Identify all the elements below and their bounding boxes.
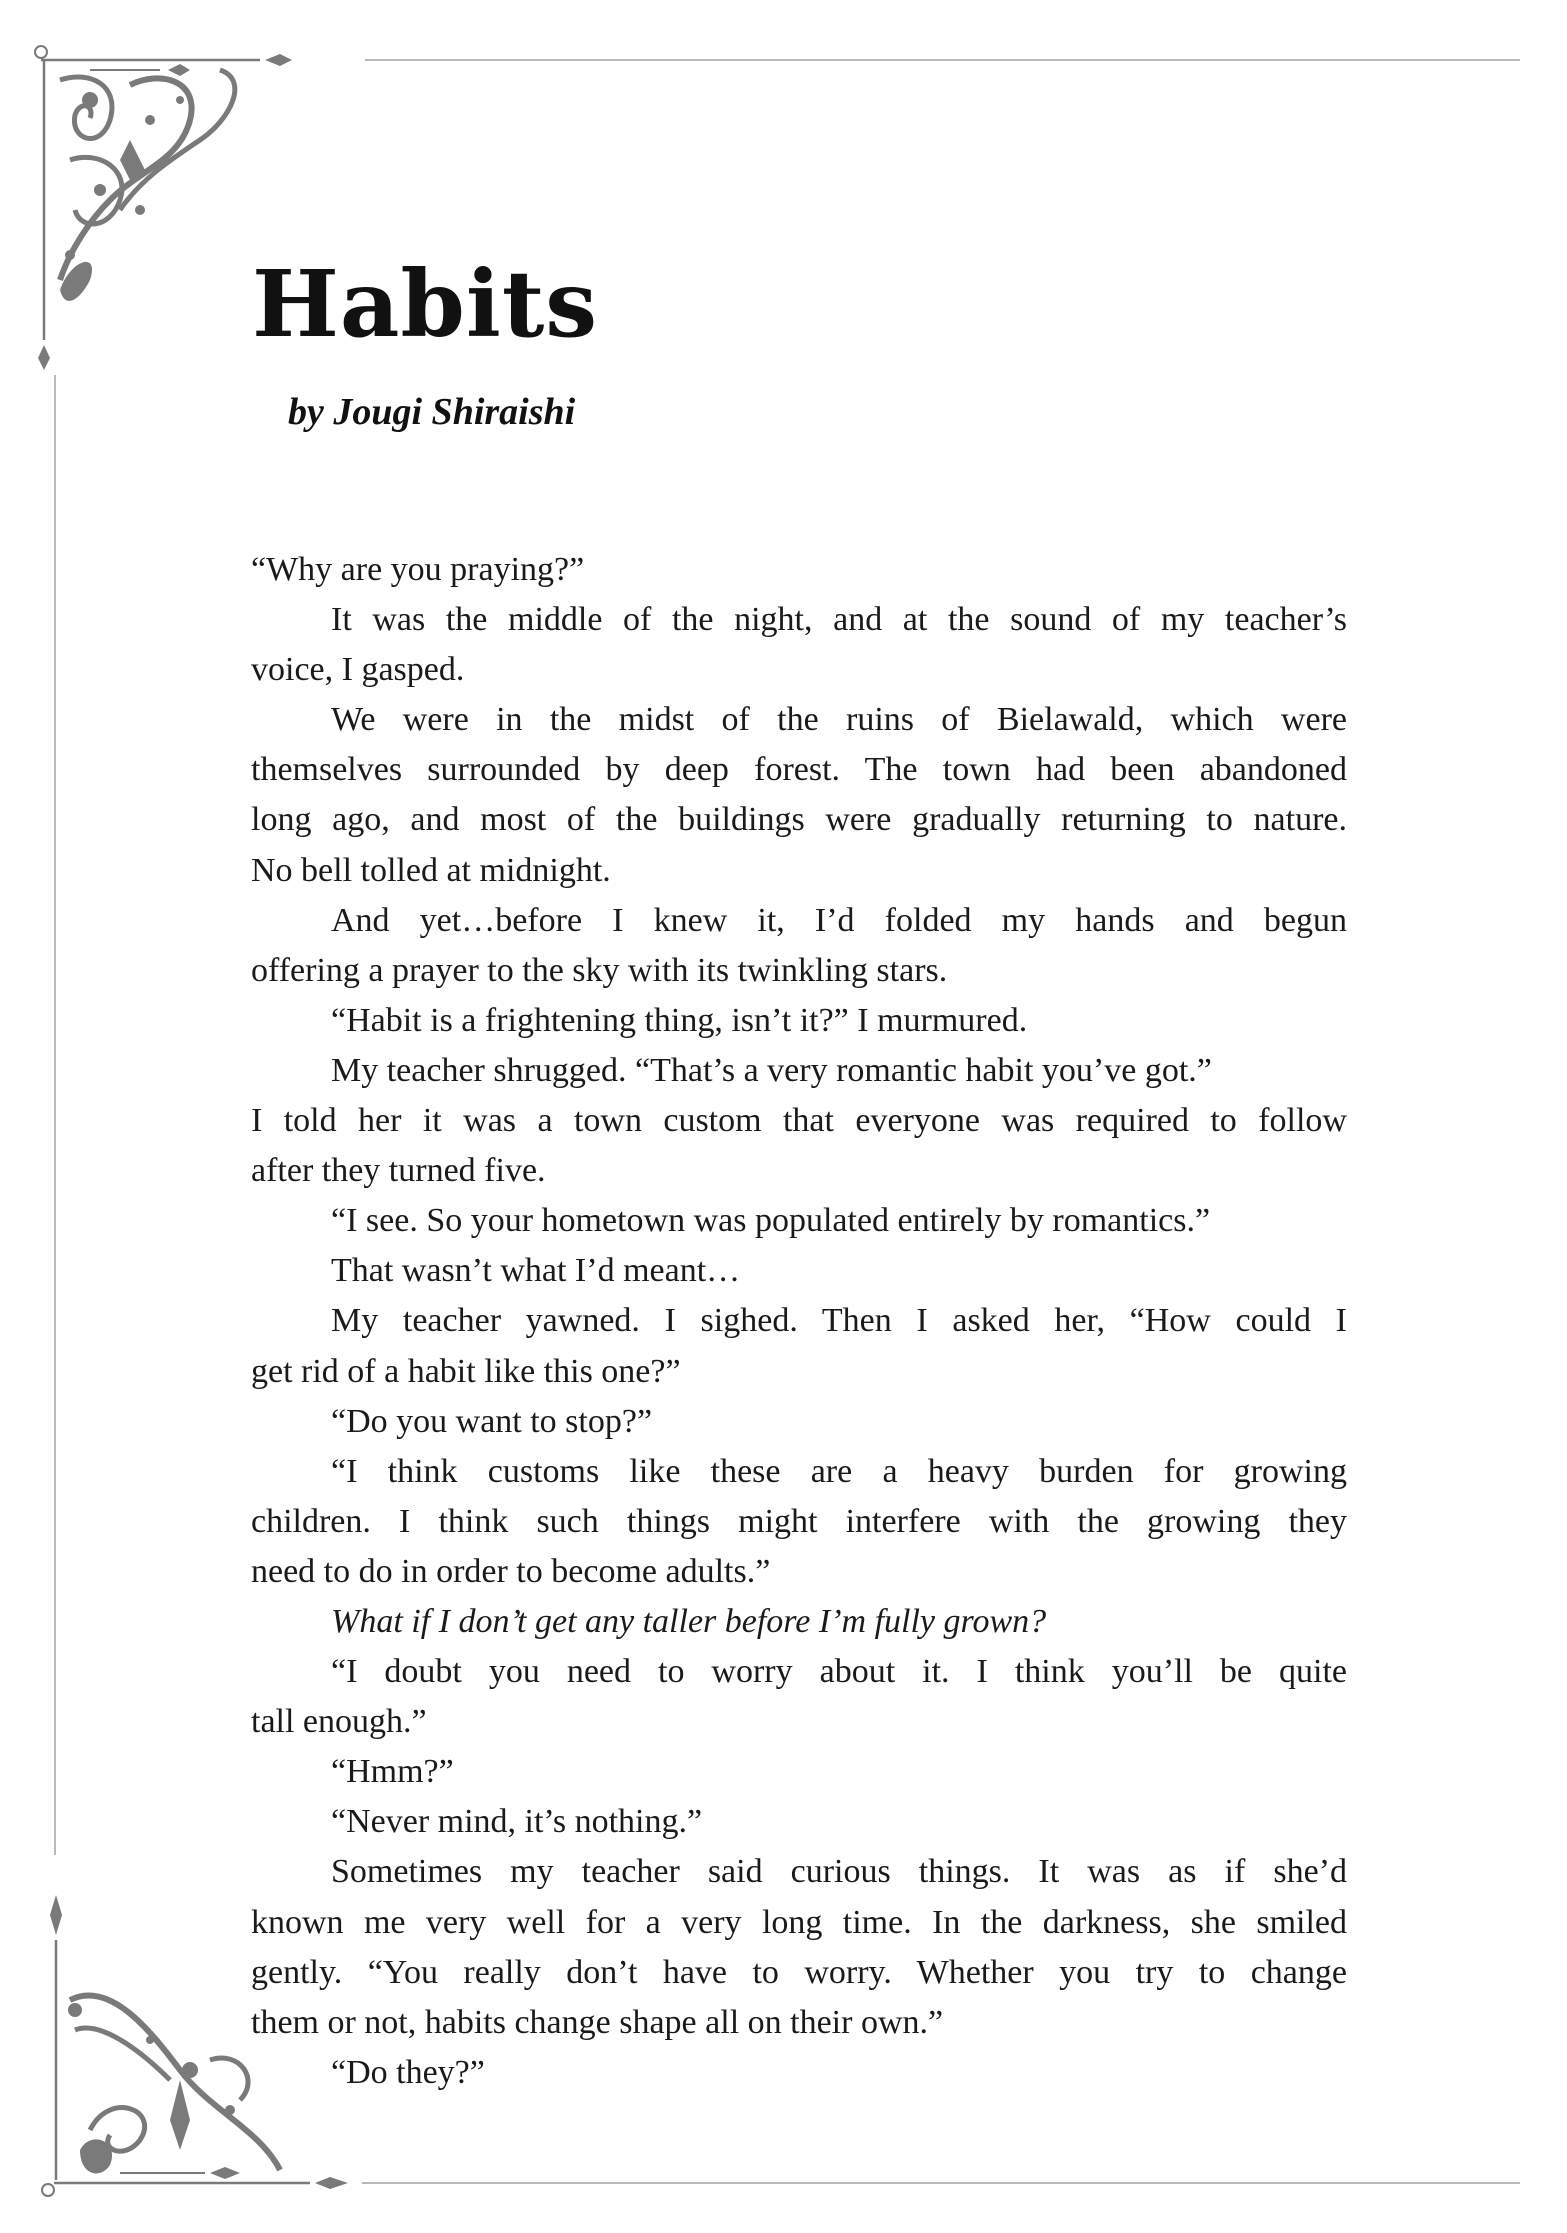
text-line: tall enough.”: [251, 1703, 427, 1741]
text-line: offering a prayer to the sky with its twinkling stars.: [251, 951, 948, 989]
text-line: voice, I gasped.: [251, 651, 465, 689]
text-line: What if I don’t get any taller before I’m fully grown?: [331, 1602, 1047, 1640]
text-line: themselves surrounded by deep forest. The town had been abandoned: [251, 751, 1347, 789]
author-byline: by Jougi Shiraishi: [288, 391, 576, 433]
text-line: “Never mind, it’s nothing.”: [331, 1803, 703, 1841]
top-border-rule: [365, 59, 1520, 61]
story-body-text: [251, 545, 1347, 2098]
text-line: “Hmm?”: [331, 1753, 454, 1791]
text-line: “Do they?”: [331, 2053, 485, 2091]
text-line: after they turned five.: [251, 1152, 546, 1190]
text-line: Sometimes my teacher said curious things. It was as if she’d: [331, 1853, 1347, 1891]
left-border-rule: [54, 375, 56, 1855]
text-line: And yet…before I knew it, I’d folded my hands and begun: [331, 901, 1347, 939]
text-line: them or not, habits change shape all on their own.”: [251, 2003, 944, 2041]
text-line: We were in the midst of the ruins of Bielawald, which were: [331, 701, 1347, 739]
text-line: I told her it was a town custom that everyone was required to follow: [251, 1102, 1347, 1140]
text-line: known me very well for a very long time. In the darkness, she smiled: [251, 1903, 1347, 1941]
text-line: “Do you want to stop?”: [331, 1402, 653, 1440]
text-line: “I see. So your hometown was populated entirely by romantics.”: [331, 1202, 1211, 1240]
text-line: gently. “You really don’t have to worry. Whether you try to change: [251, 1953, 1347, 1991]
text-line: My teacher shrugged. “That’s a very romantic habit you’ve got.”: [331, 1051, 1212, 1089]
text-line: It was the middle of the night, and at the sound of my teacher’s: [331, 601, 1347, 639]
text-line: My teacher yawned. I sighed. Then I asked her, “How could I: [331, 1302, 1347, 1340]
text-line: “Why are you praying?”: [251, 551, 585, 588]
text-line: need to do in order to become adults.”: [251, 1552, 771, 1590]
text-line: children. I think such things might interfere with the growing they: [251, 1502, 1347, 1540]
bottom-border-rule: [362, 2182, 1520, 2184]
chapter-title: Habits: [252, 250, 599, 358]
text-line: No bell tolled at midnight.: [251, 851, 611, 889]
text-line: “I think customs like these are a heavy burden for growing: [331, 1452, 1347, 1490]
text-line: “Habit is a frightening thing, isn’t it?” I murmured.: [331, 1001, 1028, 1039]
text-line: That wasn’t what I’d meant…: [331, 1252, 741, 1290]
text-line: “I doubt you need to worry about it. I think you’ll be quite: [331, 1653, 1347, 1691]
text-line: get rid of a habit like this one?”: [251, 1352, 681, 1390]
text-line: long ago, and most of the buildings were gradually returning to nature.: [251, 801, 1347, 839]
